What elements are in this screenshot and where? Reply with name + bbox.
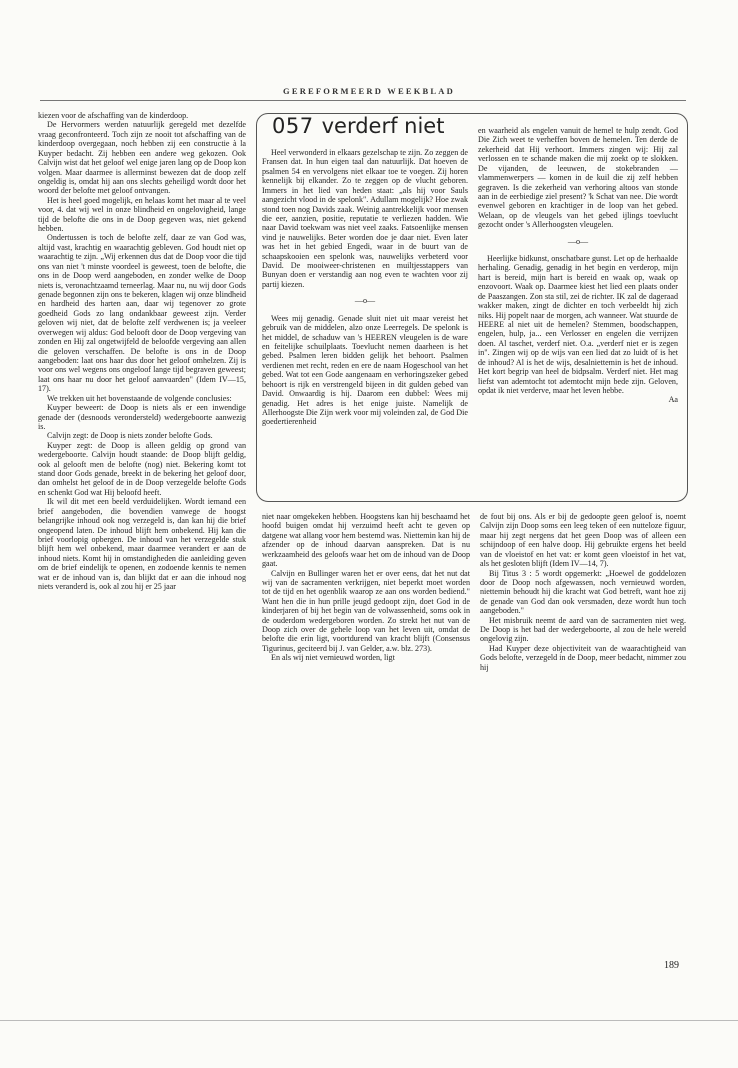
author-signature: Aa <box>668 395 678 405</box>
section-separator: —o— <box>354 296 376 306</box>
paragraph: kiezen voor de afschaffing van de kinderdoop. <box>38 111 189 120</box>
paragraph: Ondertussen is toch de belofte zelf, daar ze van God was, altijd vast, krachtig en waarachtig gebleven. God houdt niet op waarachtig te zijn. „Wij erkennen dus dat de Doop voor die tijd ons van niet 't minste voordeel is geweest, toen de belofte, die ons in de Doop werd aangeboden, en zonder welke de Doop niets is, veronachtzaamd terneerlag. Maar nu, nu wij door Gods genade begonnen zijn ons te bekeren, klagen wij onze blindheid en hardheid des harten aan, daar wij tegenover zo grote goedheid Gods zo lang ondankbaar geweest zijn. Verder geloven wij niet, dat de belofte zelf verdwenen is; ja veeleer overwegen wij aldus: God belooft door de Doop vergeving van zonden en Hij zal ongetwijfeld de beloofde vergeving aan allen die geloven verschaffen. De belofte is ons in de Doop aangeboden: laat ons haar dus door het geloof omhelzen. Zij is voor ons wel wegens ons ongeloof lange tijd begraven geweest; laat ons haar nu door het geloof aanvaarden" (Idem IV—15, 17). <box>38 233 246 394</box>
paragraph: Bij Titus 3 : 5 wordt opgemerkt: „Hoewel de goddelozen door de Doop noch afgewassen, noch vernieuwd worden, niettemin behoudt hij die kracht wat God betreft, want hoe zij de genade van God dan ook versmaden, deze wordt hun toch aangeboden." <box>480 568 686 616</box>
article-title <box>272 114 444 138</box>
section-separator: —o— <box>567 236 589 246</box>
paragraph: De Hervormers werden natuurlijk geregeld met dezelfde vraag geconfronteerd. Toch zijn ze nooit tot afschaffing van de kinderdoop overgegaan, noch hebben zij een constructie à la Kuyper bedacht. Zij hebben een andere weg gekozen. Ook Calvijn wist dat het geloof wel enige jaren lang op de Doop kon volgen. Maar daarmee is allerminst bewezen dat de doop zelf ongeldig is, omdat hij aan ons slechts geheiligd wordt door het woord der belofte met geloof ontvangen. <box>38 120 246 196</box>
paragraph: Calvijn en Bullinger waren het er over eens, dat het nut dat wij van de sacramenten verkrijgen, niet beperkt moet worden tot de tijd en het ogenblik waarop ze aan ons worden bediend." Want hen die in hun prille jeugd gedoopt zijn, doet God in de kinderjaren of bij het begin van de volwassenheid, soms ook in de ouderdom wedergeboren worden. Zo strekt het nut van de Doop zich over de gehele loop van het leven uit, omdat de belofte die erin ligt, voortdurend van kracht blijft (Consensus Tigurinus, geciteerd bij J. van Gelder, a.w. blz. 273). <box>262 568 470 653</box>
paragraph: Kuyper beweert: de Doop is niets als er een inwendige genade der (desnoods verondersteld) wedergeboorte aanwezig is. <box>38 403 246 431</box>
paragraph: En als wij niet vernieuwd worden, ligt <box>271 653 395 663</box>
paragraph: Het is heel goed mogelijk, en helaas komt het maar al te veel voor, 4. dat wij wel in onze blindheid en ongelovigheid, lange tijd de belofte die ons in de Doop gegeven was, niet gekend hebben. <box>38 195 246 234</box>
paragraph: de fout bij ons. Als er bij de gedoopte geen geloof is, noemt Calvijn zijn Doop soms een leeg teken of een nutteloze figuur, maar hij zegt nergens dat het geen Doop was of alleen een schijndoop of een halve doop. Hij gebruikte ergens het beeld van de vloeistof en het vat: er komt geen vloeistof in het vat, als het gesloten blijft (Idem IV—14, 7). <box>480 512 686 569</box>
box-column-2 <box>478 126 678 405</box>
paragraph: niet naar omgekeken hebben. Hoogstens kan hij beschaamd het hoofd buigen omdat hij verzuimd heeft acht te geven op datgene wat allang voor hem bestemd was. Niettemin kan hij de afzender op de inhoud daarvan aanspreken. Dat is nu werkzaamheid des geloofs waar het om de inhoud van de Doop gaat. <box>262 512 470 569</box>
paragraph: en waarheid als engelen vanuit de hemel te hulp zendt. God Die Zich weet te verheffen boven de hemelen. Ten derde de zekerheid dat Hij verhoort. Immers zingen wij: Hij zal verlossen en te schande maken die mij zoekt op te slokken. De vijanden, de leeuwen, de stokebranden — vlammenwerpers — komen in de kuil die zij zelf hebben gegraven. Is die zekerheid van verhoring altoos van stonde aan in de eerbiedige ziel present? 'k Schat van nee. Die wordt evenwel geboren en krachtiger in de loop van het gebed. Welaan, op de vleugels van het gebed ijlings toevlucht gezocht onder 's Allerhoogsten vleugelen. <box>478 126 678 230</box>
box-column-1 <box>262 148 468 427</box>
paragraph: Heerlijke bidkunst, onschatbare gunst. Let op de herhaalde herhaling. Genadig, genadig in het begin en verderop, mijn hart is bereid, mijn hart is bereid en waak op, waak op enzovoort. Waak op. Daarmee kiest het lied een plaats onder de Paaszangen. Zon sta stil, zei de richter. IK zal de dageraad wakker maken, zingt de dichter en toch verbeeldt hij zich niks. Hij popelt naar de morgen, ach wanneer. Wat stuurde de HEERE al niet uit de hemelen? Stemmen, boodschappen, engelen, hulp, ja... een Verlosser en engelen die verrijzen doen. Al taschet, verderf niet. O.a. „verderf niet er is zegen in". Zingen wij op de wijs van een lied dat zo luidt of is het de inhoud? Al is het de wijs, desalniettemin is het de inhoud. Het kort begrip van heel de bidpsalm. Verderf niet. Het mag liefst van ademtocht tot ademtocht mijn bede zijn. Geloven, opdat ik niet verderve, maar het leven hebbe. <box>478 254 678 395</box>
paragraph: Calvijn zegt: de Doop is niets zonder belofte Gods. <box>47 431 213 441</box>
paragraph: Kuyper zegt: de Doop is alleen geldig op grond van wedergeboorte. Calvijn houdt staande: de Doop blijft geldig, ook al gelooft men de belofte (nog) niet. Bekering komt tot stand door Gods genade, breekt in de bekering het geloof door, dan omhelst het geloof de in de Doop verzegelde belofte Gods en schenkt God wat Hij beloofd heeft. <box>38 440 246 497</box>
paragraph: Heel verwonderd in elkaars gezelschap te zijn. Zo zeggen de Fransen dat. In hun eigen taal dan natuurlijk. Dat hoeven de psalmen 54 en vervolgens niet elkaar toe te voegen. Zij horen kennelijk bij elkander. Zo te zeggen op de vlucht geboren. Immers in het lied van heden staat: „als hij voor Sauls aangezicht vlood in de spelonk". Adullam mogelijk? Hoe zwak stond toen nog Davids zaak. Weinig aantrekkelijk voor mensen die eer, aanzien, positie, reputatie te verliezen hadden. Wie naar David toekwam was niet veel zaaks. Fatsoenlijke mensen vind je nauwelijks. Beter worden doe je daar niet. Even later was het in het gebied Engedi, waar in de buurt van de schaapskooien een spelonk was, nauwelijks verbeterd voor David. De mooiweer-christenen en muiltjesstappers van Bunyan doen er verstandig aan nog even te wachten voor zij partij kiezen. <box>262 148 468 289</box>
bottom-edge-line <box>0 1020 738 1021</box>
right-column <box>480 512 686 672</box>
paragraph: Het misbruik neemt de aard van de sacramenten niet weg. De Doop is het bad der wedergeboorte, al zou de hele wereld ongelovig zijn. <box>480 615 686 644</box>
middle-column <box>262 512 470 663</box>
paragraph: We trekken uit het bovenstaande de volgende conclusies: <box>47 393 232 403</box>
paragraph: Ik wil dit met een beeld verduidelijken. Wordt iemand een brief aangeboden, die bovendien vanwege de hoogst belangrijke inhoud ook nog verzegeld is, dan kan hij die brief ongeopend laten. De inhoud blijft hem onbekend. Hij kan die brief voorlopig opbergen. De inhoud van het verzegelde stuk blijft hem wel onbekend, maar daarmee verandert er aan de inhoud niets. Komt hij in omstandigheden die aanleiding geven om de brief eindelijk te openen, en zodoende kennis te nemen wat er de inhoud van is, dan blijkt dat er aan die inhoud nog niets veranderd is, ook al zou hij er 25 jaar <box>38 497 246 592</box>
paragraph: Had Kuyper deze objectiviteit van de waarachtigheid van Gods belofte, verzegeld in de Doop, meer bedacht, nimmer zou hij <box>480 643 686 672</box>
paragraph: Wees mij genadig. Genade sluit niet uit maar vereist het gebruik van de middelen, alzo onze Leerregels. De spelonk is het middel, de schaduw van 's HEEREN vleugelen is de ware en feitelijke schuilplaats. Toevlucht nemen daarheen is het gebed. Psalmen leren bidden gelijk het behoort. Psalmen verdienen met recht, reden en ere de naam Hogeschool van het gebed. Wat tot een Gode aangenaam en verhoringszeker gebed behoort is rijk en verstrengeld bijeen in dit gulden gebed van David. Onwaardig is hij. Daarom een dubbel: Wees mij genadig. Het adres is het enige juiste. Namelijk de Allerhoogste Die Zijn werk voor mij voleinden zal, de God Die goedertierenheid <box>262 313 468 427</box>
article-number: 057 <box>272 114 314 138</box>
page-number: 189 <box>664 960 679 971</box>
article-heading: verderf niet <box>321 114 445 138</box>
left-column <box>38 111 246 592</box>
running-header: GEREFORMEERD WEEKBLAD <box>283 86 455 96</box>
header-rule <box>40 100 686 101</box>
